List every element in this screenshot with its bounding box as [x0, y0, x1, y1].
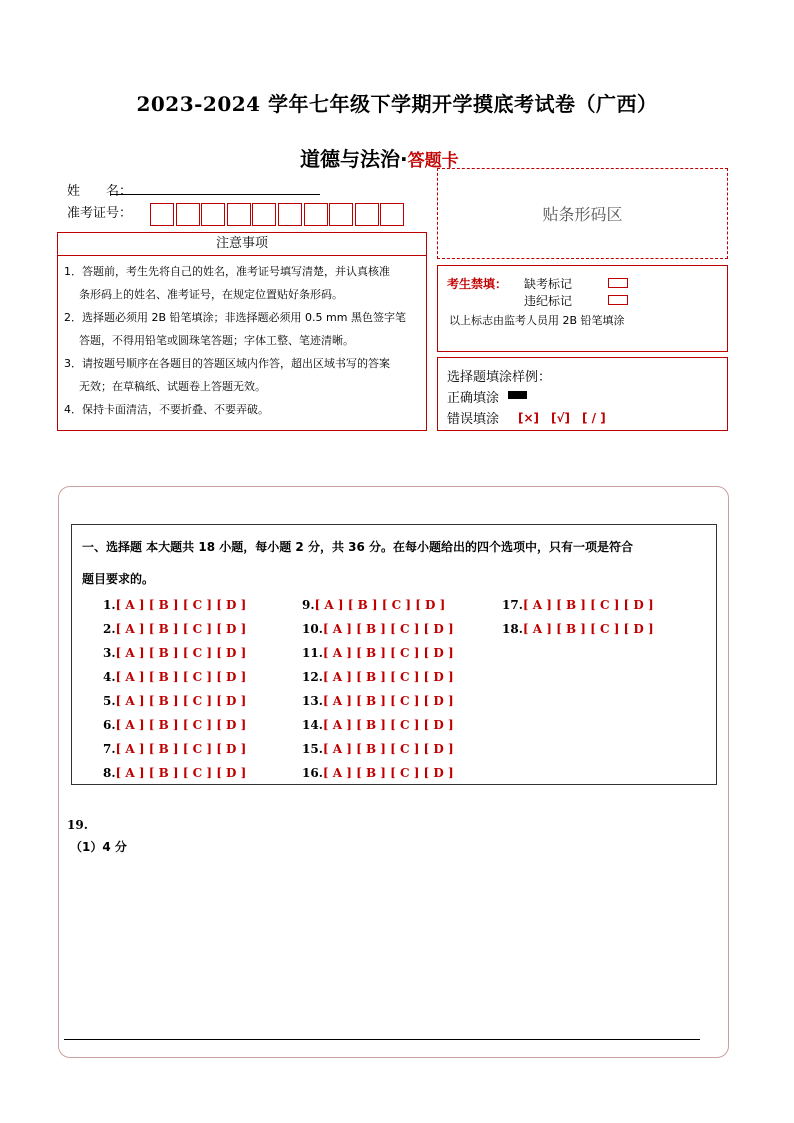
subject-name: 道德与法治·: [300, 147, 408, 171]
mc-question[interactable]: [302, 646, 454, 660]
mc-question-number: 2.: [103, 622, 116, 636]
mc-options[interactable]: [ A ] [ B ] [ C ] [ D ]: [322, 670, 454, 684]
mc-question[interactable]: [302, 742, 454, 756]
mc-question-number: 15.: [302, 742, 323, 756]
absent-label: 缺考标记: [524, 277, 573, 291]
mc-options[interactable]: [ A ] [ B ] [ C ] [ D ]: [322, 742, 454, 756]
mc-options[interactable]: [ A ] [ B ] [ C ] [ D ]: [115, 670, 247, 684]
mc-question[interactable]: [502, 622, 654, 636]
mc-question-number: 14.: [302, 718, 323, 732]
mc-question[interactable]: [103, 718, 246, 732]
mc-question[interactable]: [103, 742, 246, 756]
answer-line[interactable]: [64, 1039, 700, 1040]
mc-question-number: 1.: [103, 598, 116, 612]
mc-question-number: 16.: [302, 766, 323, 780]
mc-question[interactable]: [103, 766, 246, 780]
mc-question[interactable]: [103, 598, 246, 612]
mc-options[interactable]: [ A ] [ B ] [ C ] [ D ]: [322, 766, 454, 780]
id-number-boxes[interactable]: [150, 203, 406, 226]
violation-label: 违纪标记: [524, 294, 573, 308]
mc-question[interactable]: [302, 766, 454, 780]
id-digit-box[interactable]: [380, 203, 404, 226]
notice-line-1: 1．答题前，考生先将自己的姓名，准考证号填写清楚，并认真核准: [64, 265, 390, 278]
mc-question-number: 4.: [103, 670, 116, 684]
mc-options[interactable]: [ A ] [ B ] [ C ] [ D ]: [322, 646, 454, 660]
mc-question[interactable]: [302, 670, 454, 684]
mc-question[interactable]: [103, 646, 246, 660]
mc-question[interactable]: [103, 622, 246, 636]
correct-fill-sample: [508, 391, 527, 399]
mc-instruction: 一、选择题 本大题共 18 小题，每小题 2 分，共 36 分。在每小题给出的四个选项中，只有一项是符合: [82, 540, 633, 554]
correct-label: 正确填涂: [447, 391, 500, 406]
mc-question-number: 18.: [502, 622, 523, 636]
mc-options[interactable]: [ A ] [ B ] [ C ] [ D ]: [115, 694, 247, 708]
answer-card-label: 答题卡: [407, 151, 459, 171]
mc-question[interactable]: [502, 598, 654, 612]
id-digit-box[interactable]: [278, 203, 302, 226]
mc-options[interactable]: [ A ] [ B ] [ C ] [ D ]: [522, 598, 654, 612]
notice-heading: 注意事项: [57, 232, 427, 256]
mc-options[interactable]: [ A ] [ B ] [ C ] [ D ]: [115, 646, 247, 660]
id-digit-box[interactable]: [176, 203, 200, 226]
mc-question-number: 3.: [103, 646, 116, 660]
notice-line-2b: 答题，不得用铅笔或圆珠笔答题；字体工整、笔迹清晰。: [79, 334, 354, 347]
mc-question-number: 7.: [103, 742, 116, 756]
mc-options[interactable]: [ A ] [ B ] [ C ] [ D ]: [115, 598, 247, 612]
mc-question-number: 5.: [103, 694, 116, 708]
name-label: 姓 名：: [67, 184, 133, 199]
notice-line-1b: 条形码上的姓名、准考证号，在规定位置贴好条形码。: [79, 288, 343, 301]
mc-question-number: 12.: [302, 670, 323, 684]
mc-options[interactable]: [ A ] [ B ] [ C ] [ D ]: [322, 694, 454, 708]
id-digit-box[interactable]: [252, 203, 276, 226]
notice-line-4: 4．保持卡面清洁，不要折叠、不要弄破。: [64, 403, 269, 416]
wrong-label: 错误填涂: [447, 412, 500, 427]
mc-instruction-cont: 题目要求的。: [82, 572, 155, 586]
mc-options[interactable]: [ A ] [ B ] [ C ] [ D ]: [115, 742, 247, 756]
mc-options[interactable]: [ A ] [ B ] [ C ] [ D ]: [115, 766, 247, 780]
mc-options[interactable]: [ A ] [ B ] [ C ] [ D ]: [314, 598, 446, 612]
q19-sub1: （1）4 分: [70, 840, 127, 854]
ban-box: [437, 265, 728, 352]
mc-question-number: 10.: [302, 622, 323, 636]
id-digit-box[interactable]: [201, 203, 225, 226]
notice-line-3b: 无效；在草稿纸、试题卷上答题无效。: [79, 380, 266, 393]
mc-question[interactable]: [103, 694, 246, 708]
mc-options[interactable]: [ A ] [ B ] [ C ] [ D ]: [322, 718, 454, 732]
id-digit-box[interactable]: [329, 203, 353, 226]
mc-options[interactable]: [ A ] [ B ] [ C ] [ D ]: [115, 622, 247, 636]
mc-options[interactable]: [ A ] [ B ] [ C ] [ D ]: [322, 622, 454, 636]
mc-question-number: 11.: [302, 646, 323, 660]
mc-options[interactable]: [ A ] [ B ] [ C ] [ D ]: [522, 622, 654, 636]
mc-question-number: 6.: [103, 718, 116, 732]
id-digit-box[interactable]: [227, 203, 251, 226]
multiple-choice-box: [71, 524, 717, 785]
exam-title: 2023-2024 学年七年级下学期开学摸底考试卷（广西）: [136, 92, 658, 116]
notice-line-3: 3．请按题号顺序在各题目的答题区域内作答，超出区域书写的答案: [64, 357, 390, 370]
id-digit-box[interactable]: [150, 203, 174, 226]
violation-mark-box[interactable]: [608, 295, 628, 305]
barcode-area: [437, 168, 728, 259]
id-digit-box[interactable]: [355, 203, 379, 226]
mc-question[interactable]: [103, 670, 246, 684]
mc-question[interactable]: [302, 598, 445, 612]
barcode-label: 贴条形码区: [542, 205, 623, 224]
name-field[interactable]: [110, 193, 320, 195]
absent-mark-box[interactable]: [608, 278, 628, 288]
mc-options[interactable]: [ A ] [ B ] [ C ] [ D ]: [115, 718, 247, 732]
mc-question[interactable]: [302, 718, 454, 732]
sample-box: [437, 357, 728, 431]
sample-title: 选择题填涂样例：: [447, 370, 552, 385]
mc-question-number: 8.: [103, 766, 116, 780]
id-digit-box[interactable]: [304, 203, 328, 226]
mc-question[interactable]: [302, 694, 454, 708]
id-label: 准考证号：: [67, 206, 133, 221]
notice-body: [57, 256, 427, 431]
mc-question[interactable]: [302, 622, 454, 636]
subject-title: [300, 143, 459, 172]
ban-note: 以上标志由监考人员用 2B 铅笔填涂: [449, 314, 625, 327]
notice-line-2: 2．选择题必须用 2B 铅笔填涂；非选择题必须用 0.5 mm 黑色签字笔: [64, 311, 406, 324]
mc-question-number: 17.: [502, 598, 523, 612]
q19-number: 19.: [67, 818, 88, 832]
mc-question-number: 13.: [302, 694, 323, 708]
ban-label: 考生禁填：: [447, 277, 508, 291]
wrong-marks: [×] [√] [ / ]: [518, 411, 606, 425]
mc-question-number: 9.: [302, 598, 315, 612]
